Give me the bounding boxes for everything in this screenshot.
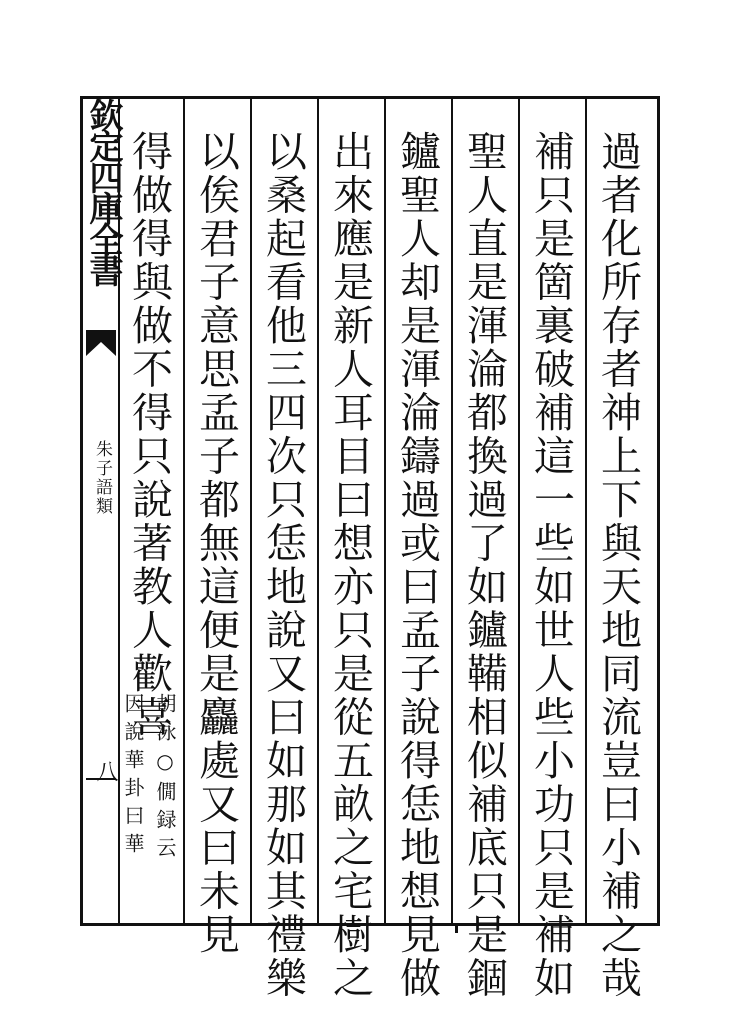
book-title: 欽定四庫全書	[83, 98, 123, 284]
text-column-5: 出來應是新人耳目曰想亦只是從五畝之宅樹之	[326, 130, 374, 1000]
text-column-3: 聖人直是渾淪都換過了如鑪鞴相似補底只是錮	[460, 130, 508, 1000]
annotation-line-2: 因說華卦曰華	[121, 693, 145, 861]
text-column-7: 以俟君子意思孟子都無這便是麤處又曰未見	[192, 130, 240, 957]
column-divider	[451, 99, 453, 923]
column-divider	[250, 99, 252, 923]
page-number: 八	[93, 760, 118, 782]
text-column-2: 補只是箇裏破補這一些如世人些小功只是補如	[527, 130, 575, 1000]
text-column-1: 過者化所存者神上下與天地同流豈曰小補之哉	[594, 130, 642, 1000]
column-divider	[585, 99, 587, 923]
fishtail-mark-icon	[86, 330, 116, 356]
annotation-line-1: 胡泳○僩録云	[153, 693, 177, 865]
column-divider	[317, 99, 319, 923]
column-divider	[518, 99, 520, 923]
book-subtitle: 朱子語類	[92, 440, 112, 516]
column-divider	[183, 99, 185, 923]
text-column-4: 鑪聖人却是渾淪鑄過或曰孟子說得恁地想見做	[393, 130, 441, 1000]
ink-mark	[455, 925, 458, 933]
text-column-8: 得做得與做不得只說著教人歡喜	[125, 130, 173, 739]
text-column-6: 以桑起看他三四次只恁地說又曰如那如其禮樂	[259, 130, 307, 1000]
column-divider	[384, 99, 386, 923]
